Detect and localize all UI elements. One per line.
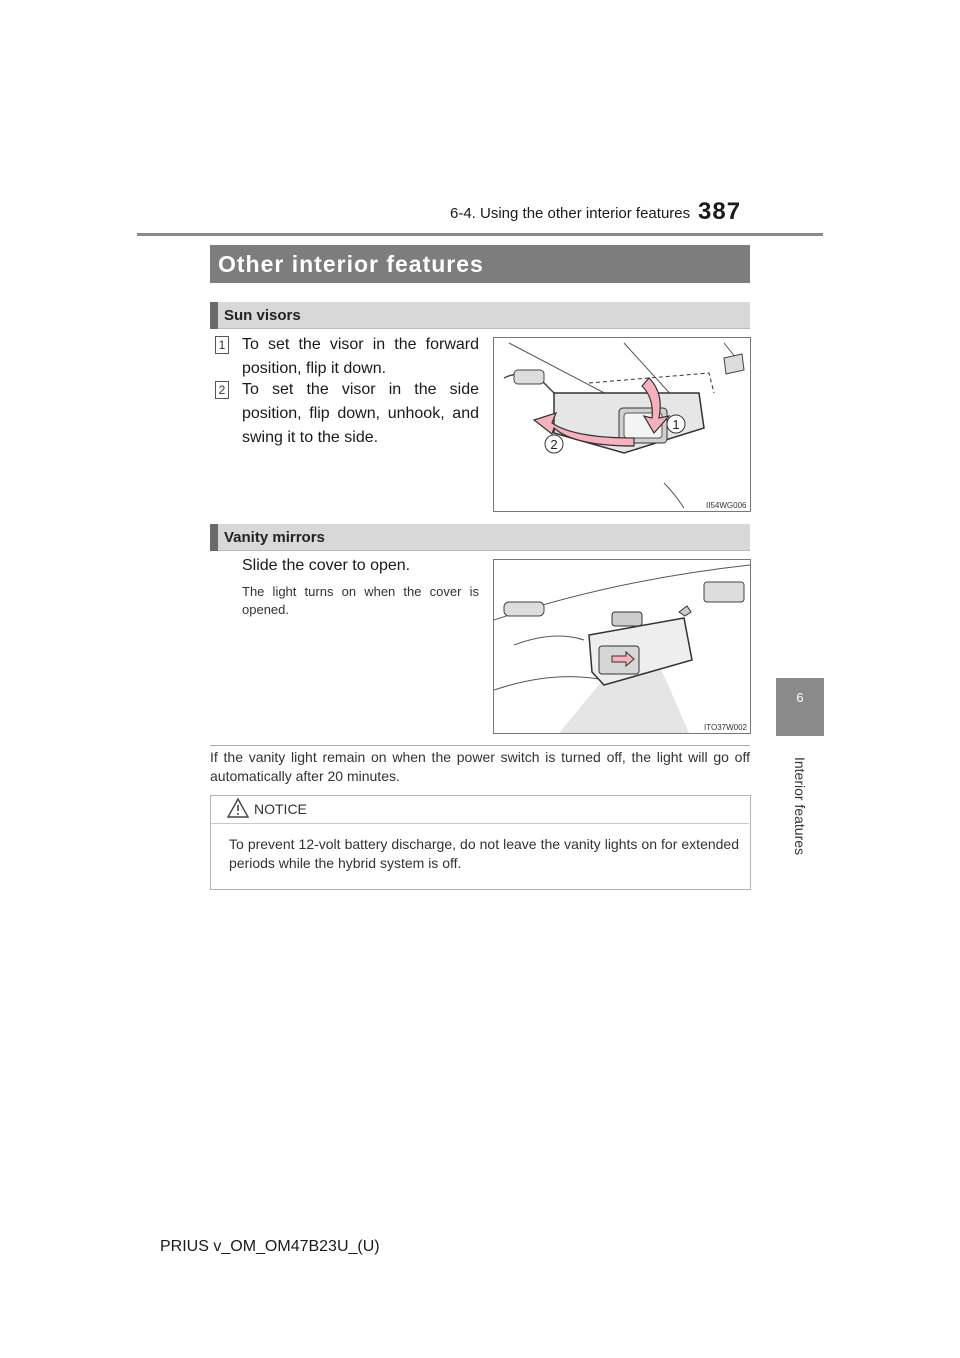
callout-1: 1 — [672, 417, 680, 432]
step-number-1: 1 — [215, 336, 229, 354]
page-title: Other interior features — [218, 251, 484, 277]
page-number: 387 — [698, 198, 742, 225]
sun-visor-illustration — [494, 338, 750, 511]
sun-visors-heading: Sun visors — [224, 307, 301, 324]
figure-code-1: II54WG006 — [706, 501, 747, 510]
figure-code-2: ITO37W002 — [704, 723, 747, 732]
header-rule — [137, 233, 823, 236]
notice-text: To prevent 12-volt battery discharge, do not leave the vanity lights on for extended periods while the hybrid system is off. — [229, 836, 739, 871]
vanity-mirror-illustration — [494, 560, 750, 733]
chapter-label: Interior features — [792, 756, 808, 856]
sun-visor-figure — [493, 337, 751, 512]
notice-header-rule — [211, 823, 749, 824]
section-header: 6-4. Using the other interior features — [450, 205, 691, 222]
step-text-1: To set the visor in the forward position, flip it down. — [242, 336, 479, 377]
chapter-tab — [776, 678, 824, 736]
sun-visors-header-accent — [210, 302, 218, 329]
callout-2: 2 — [550, 437, 558, 452]
warning-triangle-icon — [226, 797, 250, 824]
vanity-detail: The light turns on when the cover is opened. — [242, 584, 479, 617]
step-number-2: 2 — [215, 381, 229, 399]
chapter-side-label — [776, 736, 824, 876]
note-text: If the vanity light remain on when the power switch is turned off, the light will go off automatically after 20 minutes. — [210, 749, 750, 784]
step-text-2: To set the visor in the side position, flip down, unhook, and swing it to the side. — [242, 381, 479, 446]
chapter-number: 6 — [796, 690, 804, 705]
vanity-instruction: Slide the cover to open. — [242, 557, 411, 574]
vanity-mirror-figure — [493, 559, 751, 734]
vanity-mirrors-heading: Vanity mirrors — [224, 529, 325, 546]
notice-label: NOTICE — [254, 801, 307, 817]
vanity-mirrors-header-accent — [210, 524, 218, 551]
note-rule — [210, 745, 750, 746]
footer-code: PRIUS v_OM_OM47B23U_(U) — [160, 1238, 380, 1255]
